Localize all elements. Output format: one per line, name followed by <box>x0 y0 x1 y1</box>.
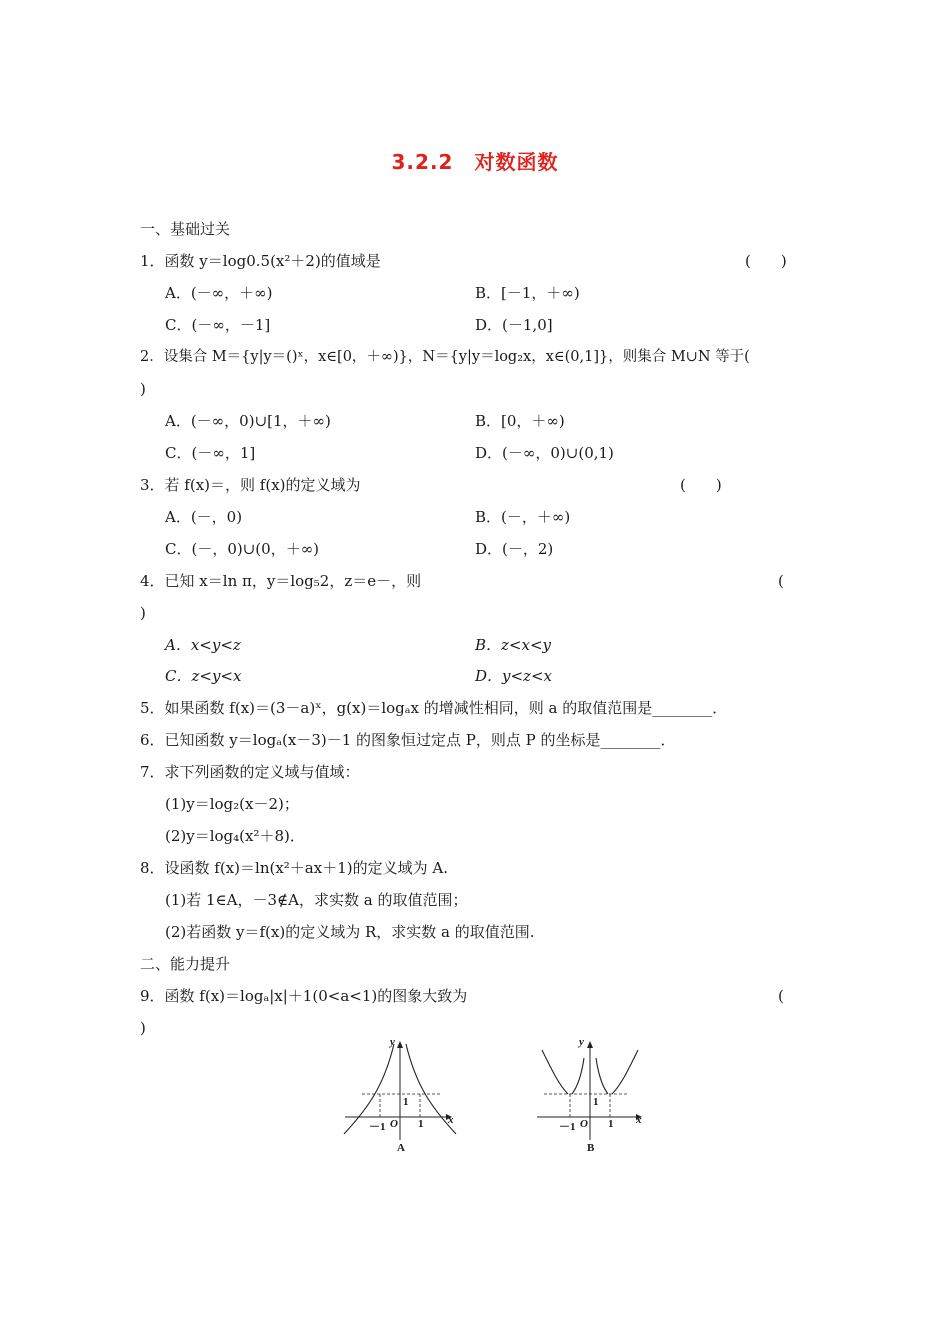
q3-option-b: B．(－，＋∞) <box>475 508 571 526</box>
q3-stem: 3．若 f(x)＝，则 f(x)的定义域为 <box>140 476 361 494</box>
q2-bracket-close: ) <box>140 380 146 398</box>
q1-option-a: A．(－∞，＋∞) <box>165 284 273 302</box>
section-basic: 一、基础过关 <box>140 220 231 238</box>
fig-a-y-label: y <box>390 1036 395 1048</box>
q8-part-1: (1)若 1∈A，－3∉A，求实数 a 的取值范围； <box>165 891 468 909</box>
fig-b-caption: B <box>587 1142 595 1154</box>
curve-right-outer <box>612 1050 638 1094</box>
q9-stem: 9．函数 f(x)＝logₐ|x|＋1(0<a<1)的图象大致为 <box>140 987 468 1005</box>
fig-a-one-label: 1 <box>403 1096 409 1108</box>
q4-bracket-close: ) <box>140 604 146 622</box>
q9-figure-a <box>340 1036 460 1160</box>
curve-right-inner <box>596 1058 608 1094</box>
q3-option-a: A．(－，0) <box>165 508 243 526</box>
fig-b-origin-label: O <box>580 1118 588 1130</box>
fig-a-pos1-label: 1 <box>418 1118 424 1130</box>
q6-text: 6．已知函数 y＝logₐ(x－3)－1 的图象恒过定点 P，则点 P 的坐标是________． <box>140 731 676 749</box>
fig-b-x-label: x <box>636 1114 642 1126</box>
q5-text: 5．如果函数 f(x)＝(3－a)ˣ，g(x)＝logₐx 的增减性相同，则 a 的取值范围是________． <box>140 699 728 717</box>
q2-option-c: C．(－∞，1] <box>165 444 256 462</box>
q4-option-c: C．z<y<x <box>165 667 242 685</box>
q3-option-d: D．(－，2) <box>475 540 554 558</box>
q8-stem: 8．设函数 f(x)＝ln(x²＋ax＋1)的定义域为 A. <box>140 859 448 877</box>
curve-left-outer <box>542 1050 568 1094</box>
q9-bracket-open: ( <box>778 987 784 1005</box>
fig-b-pos1-label: 1 <box>608 1118 614 1130</box>
fig-a-caption: A <box>397 1142 405 1154</box>
y-arrow-icon <box>397 1041 403 1048</box>
q3-option-c: C．(－，0)∪(0，＋∞) <box>165 540 320 558</box>
q1-stem: 1．函数 y＝log0.5(x²＋2)的值域是 <box>140 252 381 270</box>
y-arrow-icon <box>587 1041 593 1048</box>
q1-answer-bracket: ( ) <box>745 252 787 270</box>
fig-a-x-label: x <box>448 1114 454 1126</box>
q9-figure-b <box>532 1036 652 1160</box>
q3-answer-bracket: ( ) <box>680 476 722 494</box>
q7-part-2: (2)y＝log₄(x²＋8)． <box>165 827 305 845</box>
fig-a-origin-label: O <box>390 1118 398 1130</box>
q2-option-b: B．[0，＋∞) <box>475 412 565 430</box>
page-title: 3.2.2 对数函数 <box>391 150 559 174</box>
fig-b-neg1-label: －1 <box>559 1121 576 1133</box>
q9-bracket-close: ) <box>140 1019 146 1037</box>
q2-option-a: A．(－∞，0)∪[1，＋∞) <box>165 412 331 430</box>
fig-b-one-label: 1 <box>593 1096 599 1108</box>
q4-option-b: B．z<x<y <box>475 636 551 654</box>
q2-option-d: D．(－∞，0)∪(0,1) <box>475 444 614 462</box>
q1-option-c: C．(－∞，－1] <box>165 316 271 334</box>
q7-part-1: (1)y＝log₂(x－2)； <box>165 795 299 813</box>
q4-bracket-open: ( <box>778 572 784 590</box>
q1-option-b: B．[－1，＋∞) <box>475 284 580 302</box>
q8-part-2: (2)若函数 y＝f(x)的定义域为 R，求实数 a 的取值范围. <box>165 923 535 941</box>
fig-b-y-label: y <box>579 1036 584 1048</box>
q4-option-a: A．x<y<z <box>165 636 241 654</box>
q7-stem: 7．求下列函数的定义域与值域： <box>140 763 360 781</box>
q4-option-d: D．y<z<x <box>475 667 552 685</box>
q4-stem: 4．已知 x＝ln π，y＝log₅2，z＝e－，则 <box>140 572 422 590</box>
q1-option-d: D．(－1,0] <box>475 316 553 334</box>
section-ability: 二、能力提升 <box>140 955 231 973</box>
curve-left-inner <box>572 1058 584 1094</box>
fig-a-neg1-label: －1 <box>369 1121 386 1133</box>
q2-stem: 2．设集合 M＝{y|y＝()ˣ，x∈[0，＋∞)}，N＝{y|y＝log₂x，x∈(0,1]}，则集合 M∪N 等于( <box>140 349 750 365</box>
